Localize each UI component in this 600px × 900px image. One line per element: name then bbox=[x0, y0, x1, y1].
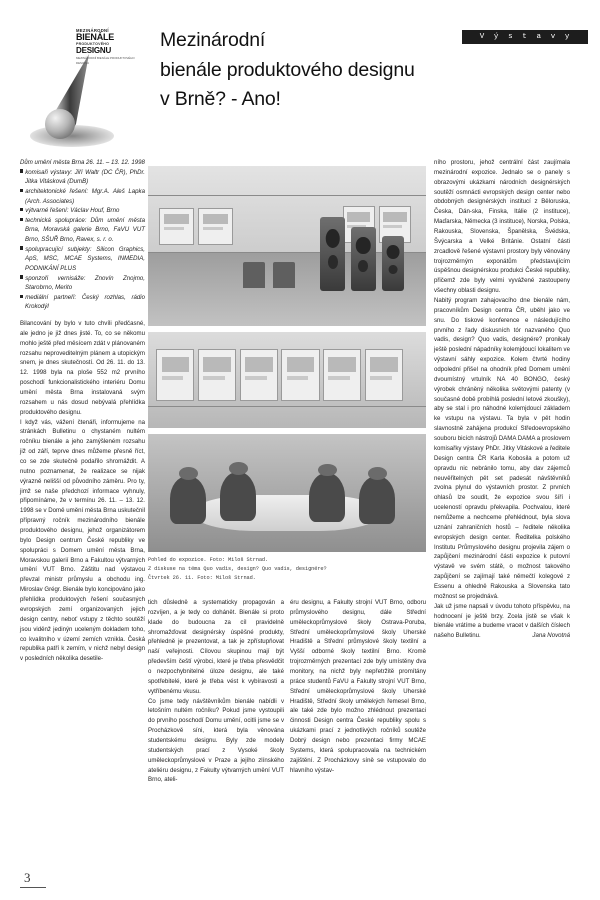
poster-panel bbox=[281, 349, 319, 401]
page-title bbox=[160, 26, 470, 115]
credit-item bbox=[20, 206, 145, 216]
logo-wordmark bbox=[76, 28, 146, 65]
body-paragraph: Co jsme tedy návštěvníkům bienále nabídli v letošním nultém ročníku? Pokud jsme vystoupili do prvního poschodí Domu umění, ocitli jsme se v Procházkově síni, která byla věnována studentskému designu. Byly zde modely studentských prací z Vysoké školy uměleckoprůmyslové v Praze a jejího zlínského ateliéru designu, z Fakulty výtvarných umění VUT Brno, ateli- bbox=[148, 697, 284, 784]
body-paragraph bbox=[434, 602, 570, 641]
credits-lead: Dům umění města Brna 26. 11. – 13. 12. 1998 bbox=[20, 159, 145, 166]
chair-exhibit bbox=[243, 262, 265, 288]
credit-text: spolupracující subjekty: Silicon Graphics, ApS, MSC, MCAE Systems, INMEDIA, PODNIKÁNÍ PLUS bbox=[25, 245, 145, 272]
photo-exhibition-hall bbox=[148, 166, 426, 326]
bullet-icon bbox=[20, 295, 23, 298]
hall-ceiling-line bbox=[148, 195, 426, 196]
bullet-icon bbox=[20, 218, 23, 221]
photo-discussion-panel bbox=[148, 434, 426, 552]
photo-content bbox=[148, 332, 426, 428]
credits-block bbox=[20, 158, 145, 312]
logo-line-2: BIENÁLE bbox=[76, 32, 115, 43]
body-text: Jak už jsme napsali v úvodu tohoto příspěvku, na hodnocení je ještě brzy. Zcela jistě se však k bienále vrátíme a budeme vracet v dalších číslech našeho Bulletinu. bbox=[434, 602, 570, 640]
person-head bbox=[368, 467, 387, 480]
section-badge: V ý s t a v y bbox=[462, 30, 588, 44]
photo-exhibition-panels bbox=[148, 332, 426, 428]
credit-item bbox=[20, 187, 145, 206]
credit-text: sponzoři vernisáže: Znovín Znojmo, Starobrno, Merito bbox=[25, 274, 145, 292]
credit-item bbox=[20, 168, 145, 187]
article-signature: Jana Novotná bbox=[532, 632, 570, 640]
seated-person bbox=[220, 472, 256, 522]
folio-rule bbox=[20, 887, 46, 888]
panel-baseline bbox=[148, 406, 426, 407]
chair-exhibit bbox=[273, 262, 295, 288]
credit-text: výtvarné řešení: Václav Houf, Brno bbox=[25, 207, 120, 215]
credit-item bbox=[20, 274, 145, 293]
loudspeaker-exhibit bbox=[320, 217, 345, 291]
display-panel bbox=[198, 208, 233, 245]
logo-line-4: DESIGNU bbox=[76, 45, 112, 55]
bullet-icon bbox=[20, 246, 23, 249]
photo-captions bbox=[148, 556, 426, 583]
column-two bbox=[148, 598, 284, 785]
seated-person bbox=[309, 473, 345, 523]
credit-text: komisaři výstavy: Jiří Waltr (DC ČR), PhDr. Jitka Vitásková (DumB) bbox=[25, 168, 145, 186]
credit-item bbox=[20, 293, 145, 312]
body-paragraph: Nabitý program zahajovacího dne bienále nám, pracovníkům Design centra ČR, uběhl jako ve snu. Do tiskové konference e následujícího prvního z řady diskusních tór nazvaného Quo vadis, design? Quo vadis, designére? pronikaly ještě poslední nápadníky kolemjdoucí lokalitem ve výstavní sáhly expozice. Kolem čtvrté hodiny odpolední přišel na ohodník před Domem umění dvoumístný vrtulník NA 40 BONGO, český výrobek chráněný několika světovými patenty (v současné době probíhlá poslední letové zkoušky), aby se stal i pro náhodné kolemjdoucí základem ke vstupu na výstavu. Ta byla v pět hodin slavnostně zahájena produkcí Středoevropského souboru bicích nástrojů DAMA DAMA a proslovem komisařky výstavy PhDr. Jitky Vitáskové a ředitele Design centra ČR Karla Kobosila a potom už opravdu nic nebránilo tomu, aby dav zájemců neuvěřitelných pět set padesát návštěvníků zvolna plynul do výstavních prostor. Z prvních ohlasů lze soudit, že expozice svou šíří i uceleností opravdu překvapila. Pochvalou, které nemůžeme a nechceme přehlédnout, byla slova uznání zahraničních hostů – ředitele několika evropských design center. Ředitelka polského Institutu Průmyslového designu projevila zájem o zapůjčení mezinárodní části expozice k putovní výstavě ve svém státě, o možnost takového zapůjčení se zajímají také němečtí kolegové z Essenu a ohledně Rakouska a Slovenska tato možnost se projednává. bbox=[434, 297, 570, 600]
credit-text: mediální partneři: Český rozhlas, rádio Krokodýl bbox=[25, 293, 145, 311]
logo-line-5: MEZINÁRODNÍ BIENÁLE PRODUKTOVÉHO DESIGNU bbox=[76, 56, 135, 65]
poster-panel bbox=[323, 349, 361, 401]
body-paragraph: ního prostoru, jehož centrální část zaujímala mezinárodní expozice. Jednalo se o panely s obrazovými ukázkami národních designérských soutěží osmnácti evropských design center nebo obdobných designérských institucí z Běloruska, Česka, Dán-ska, Finska, Itálie (2 instituce), Maďarska, Německa (3 instituce), Norska, Polska, Rakouska, Slovenska, Španělska, Švédska, Švýcarska a Velké Británie. Ostatní části zrcadlově řešené výstavní prostory byly věnovány trojrozměrným exponátům představujícím úspěšnou designérskou produkci České republiky, přičemž zde byly velmi vyvážené zastoupeny všechny oblasti designu. bbox=[434, 159, 570, 295]
credit-item bbox=[20, 245, 145, 274]
poster-panel bbox=[365, 349, 403, 401]
title-line-2: bienále produktového designu bbox=[160, 58, 415, 81]
credit-text: technická spolupráce: Dům umění města Brna, Moravská galerie Brno, FaVU VUT Brno, SŠUŘ Brno, Ravex, s. r. o. bbox=[25, 216, 145, 243]
person-head bbox=[179, 467, 198, 480]
page-number: 3 bbox=[24, 870, 31, 885]
photo-content bbox=[148, 166, 426, 326]
spacer bbox=[20, 312, 145, 319]
photo-content bbox=[148, 434, 426, 552]
body-paragraph: Bilancování by bylo v tuto chvíli předčasné, ale jedno je již dnes jisté. To, co se někomu mohlo ještě před měsícem zdát v plánovaném rozsahu neproveditelným plánem a utopickým snem, je dnes skutečností. Od 26. 11. do 13. 12. 1998 byla na ploše 552 m2 prvního poschodí funkcionalistického interiéru Domu umění města Brna instalovaná svým rozsahem u nás dosud nebývalá přehlídka produktového designu. bbox=[20, 320, 145, 416]
logo-line-1: MEZINÁRODNÍ bbox=[76, 28, 109, 33]
title-line-1: Mezinárodní bbox=[160, 29, 266, 51]
title-line-3: v Brně? - Ano! bbox=[160, 88, 281, 111]
display-panel bbox=[159, 208, 194, 245]
seated-person bbox=[170, 476, 206, 523]
credit-text: architektonické řešení: Mgr.A. Aleš Lapka (Arch. Associates) bbox=[25, 187, 145, 205]
poster-panel bbox=[198, 349, 236, 401]
bullet-icon bbox=[20, 275, 23, 278]
seated-person bbox=[359, 476, 395, 523]
poster-panel bbox=[156, 349, 194, 401]
column-one bbox=[20, 158, 145, 664]
body-paragraph: tich důsledně a systematicky propagován a rozvíjen, a je tedy co dohánět. Bienále si proto klade do budoucna za cíl pravidelně shromažďovat designérsky úspěšné produkty, přehledně je prezentovat, a tak je zpřístupňovat naší veřejnosti. Cílovou skupinou mají být především čeští výrobci, které je třeba přesvědčit o nezpochybnitelné úloze designu, ale také spotřebitelé, které je třeba vést k vybíravosti a vytříbenému vkusu. bbox=[148, 599, 284, 695]
biennale-logo bbox=[18, 24, 138, 152]
loudspeaker-exhibit bbox=[351, 227, 376, 291]
poster-panel bbox=[240, 349, 278, 401]
body-paragraph: éru designu, a Fakulty strojní VUT Brno, odboru průmyslového designu, dále Střední uměleckoprůmyslové školy Ostrava-Poruba, Střední uměleckoprůmyslové školy Uherské Hradiště a Střední průmyslové školy textilní a Vyšší odborné školy textilní Brno. Kromě trojrozměrných prezentací zde byly umístěny dva monitory, na nichž byly nepřetržitě promítány práce studentů FaVU a Fakulty strojní VUT Brno, Střední uměleckoprůmyslové školy Uherské Hradiště, Střední školy umělekých řemesel Brno, ale také zde bylo možno zhlédnout prezentaci činnosti Design centra České republiky spolu s ukázkami prací z jednotlivých ročníků soutěže Dobrý design nebo prezentaci firmy MCAE Systems, která spolupracovala na technickém zajištění. Z Procházkovy síně se vstupovalo do hlavního výstav- bbox=[290, 599, 426, 774]
bullet-icon bbox=[20, 169, 23, 172]
caption-line: Z diskuse na téma Quo vadis, design? Quo vadis, designére? bbox=[148, 565, 327, 572]
body-paragraph: I když vás, vážení čtenáři, informujeme na stránkách Bulletinu o chystaném nultém ročníku bienále a jeho zamýšleném rozsahu již od září, teprve dnes můžeme přesně říct, co se zde skutečně podařilo shromáždit. A nutno poznamenat, že realizace se nijak výrazně nelišší od původního záměru. Pro ty, jimž se naše předchozí informace vyhnuly, připomínáme, že v termínu 26. 11. – 13. 12. 1998 se v Domě umění města Brna uskutečnil přípravný ročník mezinárodního bienále produktového designu, jehož organizátorem bylo Design centrum České republiky ve spolupráci s Domem umění města Brna, Moravskou galerií Brno a Fakultou výtvarných umění VUT Brno. Záštitu nad výstavou převzal ministr průmyslu a obchodu ing. Miroslav Grégr. Bienále bylo koncipováno jako přehlídka produktových řešení současných evropských zemí organizovaných jejich design centry, neboť vstupy z těchto soutěží jsou viděnž jedinýn uceleným dokladem toho, co kvalitního v území zemích vznikla. Česká republika patří k zemím, v nichž nebyl design v posledních několika desetile- bbox=[20, 418, 145, 663]
logo-cone-drop-icon bbox=[26, 52, 118, 150]
page-header bbox=[0, 0, 600, 150]
bullet-icon bbox=[20, 189, 23, 192]
bullet-icon bbox=[20, 208, 23, 211]
credit-item bbox=[20, 216, 145, 245]
column-four bbox=[434, 158, 570, 641]
loudspeaker-exhibit bbox=[382, 236, 404, 290]
column-three bbox=[290, 598, 426, 775]
caption-line: Pohled do expozice. Foto: Miloš Strnad. bbox=[148, 557, 269, 563]
caption-line: Čtvrtek 26. 11. Foto: Miloš Strnad. bbox=[148, 574, 256, 581]
logo-line-3: PRODUKTOVÉHO bbox=[76, 42, 110, 47]
